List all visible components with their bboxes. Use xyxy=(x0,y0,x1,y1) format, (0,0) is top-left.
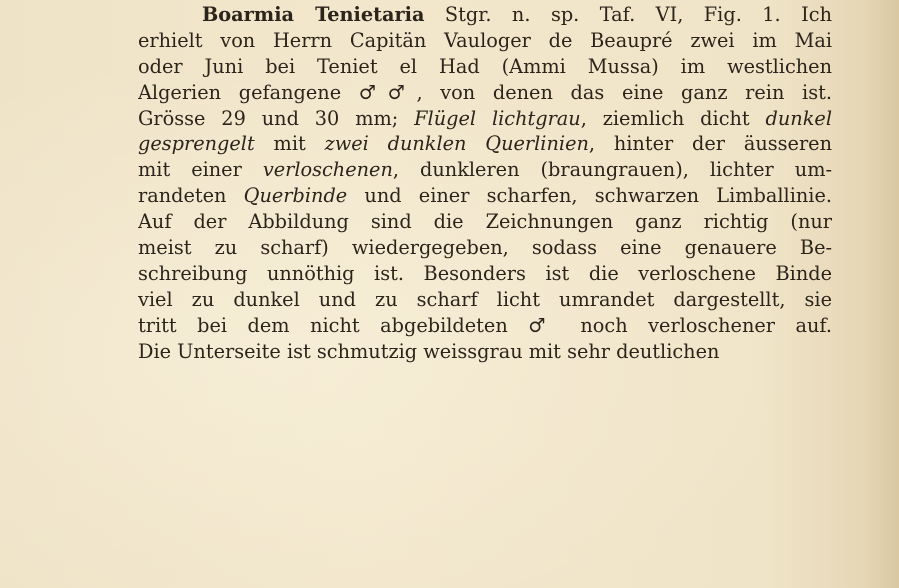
text-run: schreibung unnöthig ist. Besonders ist die verloschene Binde xyxy=(138,261,832,285)
text-run: viel zu dunkel und zu scharf licht umrandet dargestellt, sie xyxy=(138,287,832,311)
text-run: oder Juni bei Teniet el Had (Ammi Mussa) im westlichen xyxy=(138,54,832,78)
text-run: Grösse 29 und 30 mm; xyxy=(138,106,415,130)
text-run: meist zu scharf) wiedergegeben, sodass eine genauere Be- xyxy=(138,236,832,260)
species-description-paragraph xyxy=(138,2,832,364)
italic-phrase: verloschenen xyxy=(262,158,393,182)
text-run: , hinter der äusseren xyxy=(588,132,832,156)
text-run: Stgr. n. sp. Taf. VI, Fig. 1. Ich xyxy=(424,3,832,26)
text-line xyxy=(138,2,832,28)
text-line xyxy=(138,106,832,132)
text-run: mit einer xyxy=(138,158,263,182)
italic-phrase: gesprengelt xyxy=(138,132,255,156)
text-line xyxy=(138,131,832,157)
italic-phrase: dunkel xyxy=(765,106,832,130)
text-run: erhielt von Herrn Capitän Vauloger de Beaupré zwei im Mai xyxy=(138,28,832,52)
text-run: mit xyxy=(254,132,325,156)
text-line xyxy=(138,235,832,261)
text-line xyxy=(138,183,832,209)
text-line xyxy=(138,54,832,80)
text-line xyxy=(138,313,832,339)
italic-phrase: zwei dunklen Querlinien xyxy=(324,132,589,156)
text-line xyxy=(138,287,832,313)
text-line xyxy=(138,28,832,54)
text-run: Auf der Abbildung sind die Zeichnungen ganz richtig (nur xyxy=(138,210,832,234)
text-run: und einer scharfen, schwarzen Limballinie. xyxy=(347,184,832,208)
text-line xyxy=(138,157,832,183)
text-run: tritt bei dem nicht abgebildeten ♂ noch verloschener auf. xyxy=(138,313,832,337)
text-run: randeten xyxy=(138,184,244,208)
text-run: Die Unterseite ist schmutzig weissgrau mit sehr deutlichen xyxy=(138,339,720,363)
text-line xyxy=(138,80,832,106)
italic-phrase: Querbinde xyxy=(243,184,348,208)
italic-phrase: Flügel lichtgrau xyxy=(414,106,581,130)
text-line xyxy=(138,261,832,287)
species-name: Boarmia Tenietaria xyxy=(202,3,425,26)
text-line xyxy=(138,339,832,365)
text-run: , dunkleren (braungrauen), lichter um- xyxy=(392,158,832,182)
text-run: , ziemlich dicht xyxy=(580,106,766,130)
text-run: Algerien gefangene ♂♂, von denen das eine ganz rein ist. xyxy=(138,80,832,104)
text-line xyxy=(138,209,832,235)
